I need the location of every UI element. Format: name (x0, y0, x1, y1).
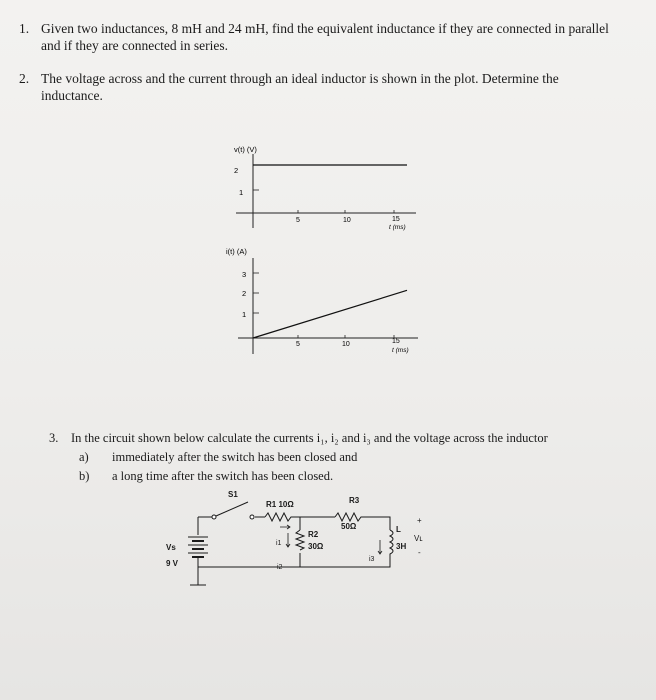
part-b-text: a long time after the switch has been closed. (112, 469, 334, 483)
question-2-number: 2. (19, 71, 30, 86)
inductor-label: L (396, 525, 401, 534)
current-plot-series-line (253, 290, 407, 338)
r3-label: R3 (349, 496, 360, 505)
current-plot (222, 244, 432, 360)
wire-bottom (198, 557, 390, 567)
wire-r3-inductor (365, 517, 390, 530)
r1-label: R1 10Ω (266, 500, 294, 509)
voltage-plot-ytick-2: 2 (234, 166, 239, 175)
question-2-text: The voltage across and the current through an ideal inductor is shown in the plot. Determine the inductance. (41, 71, 559, 103)
resistor-r1-symbol (265, 513, 295, 521)
voltage-plot-xlabel: t (ms) (389, 224, 406, 231)
inductor-value: 3H (396, 542, 407, 551)
part-b-label: b) (79, 469, 90, 483)
r2-label: R2 (308, 530, 319, 539)
circuit-diagram (160, 485, 440, 600)
part-a-label: a) (79, 450, 89, 464)
vl-label: Vʟ (414, 534, 423, 543)
current-plot-xlabel: t (ms) (392, 347, 409, 354)
r2-value: 30Ω (308, 542, 324, 551)
question-3-number: 3. (49, 431, 59, 445)
current-plot-ytick-1: 1 (242, 310, 247, 319)
resistor-r3-symbol (335, 513, 365, 521)
i2-label: i2 (277, 564, 283, 571)
current-plot-xtick-5: 5 (296, 341, 300, 348)
current-plot-ytick-3: 3 (242, 270, 247, 279)
voltage-plot-ytick-1: 1 (239, 188, 244, 197)
part-a-text: immediately after the switch has been closed and (112, 450, 358, 464)
current-plot-xtick-15: 15 (392, 338, 400, 345)
current-arrow-i3 (378, 540, 382, 554)
voltage-plot-xtick-5: 5 (296, 217, 300, 224)
switch-symbol (212, 502, 254, 519)
voltage-plot (222, 140, 422, 240)
current-arrow-i2 (286, 533, 290, 547)
vl-minus-sign: - (418, 548, 421, 557)
current-plot-ylabel: i(t) (A) (226, 247, 247, 256)
resistor-r2-symbol (296, 530, 304, 550)
current-arrow-i1 (280, 525, 290, 529)
question-1-number: 1. (19, 21, 30, 36)
source-value: 9 V (166, 559, 179, 568)
i3-label: i3 (369, 556, 375, 563)
inductor-symbol (390, 530, 393, 557)
current-plot-xtick-10: 10 (342, 341, 350, 348)
voltage-plot-xtick-10: 10 (343, 217, 351, 224)
switch-label: S1 (228, 490, 238, 499)
question-3-text: In the circuit shown below calculate the currents i₁, i₂ and i₃ and the voltage across the inductor (71, 431, 548, 445)
i1-label: i1 (276, 540, 282, 547)
source-label: Vs (166, 543, 176, 552)
battery-symbol (188, 537, 208, 585)
question-1-text: Given two inductances, 8 mH and 24 mH, find the equivalent inductance if they are connected in parallel and if they are connected in series. (41, 21, 609, 53)
voltage-plot-xtick-15: 15 (392, 216, 400, 223)
voltage-plot-ylabel: v(t) (V) (234, 145, 257, 154)
r3-value: 50Ω (341, 522, 357, 531)
current-plot-ytick-2: 2 (242, 289, 247, 298)
vl-plus-sign: + (417, 516, 422, 525)
